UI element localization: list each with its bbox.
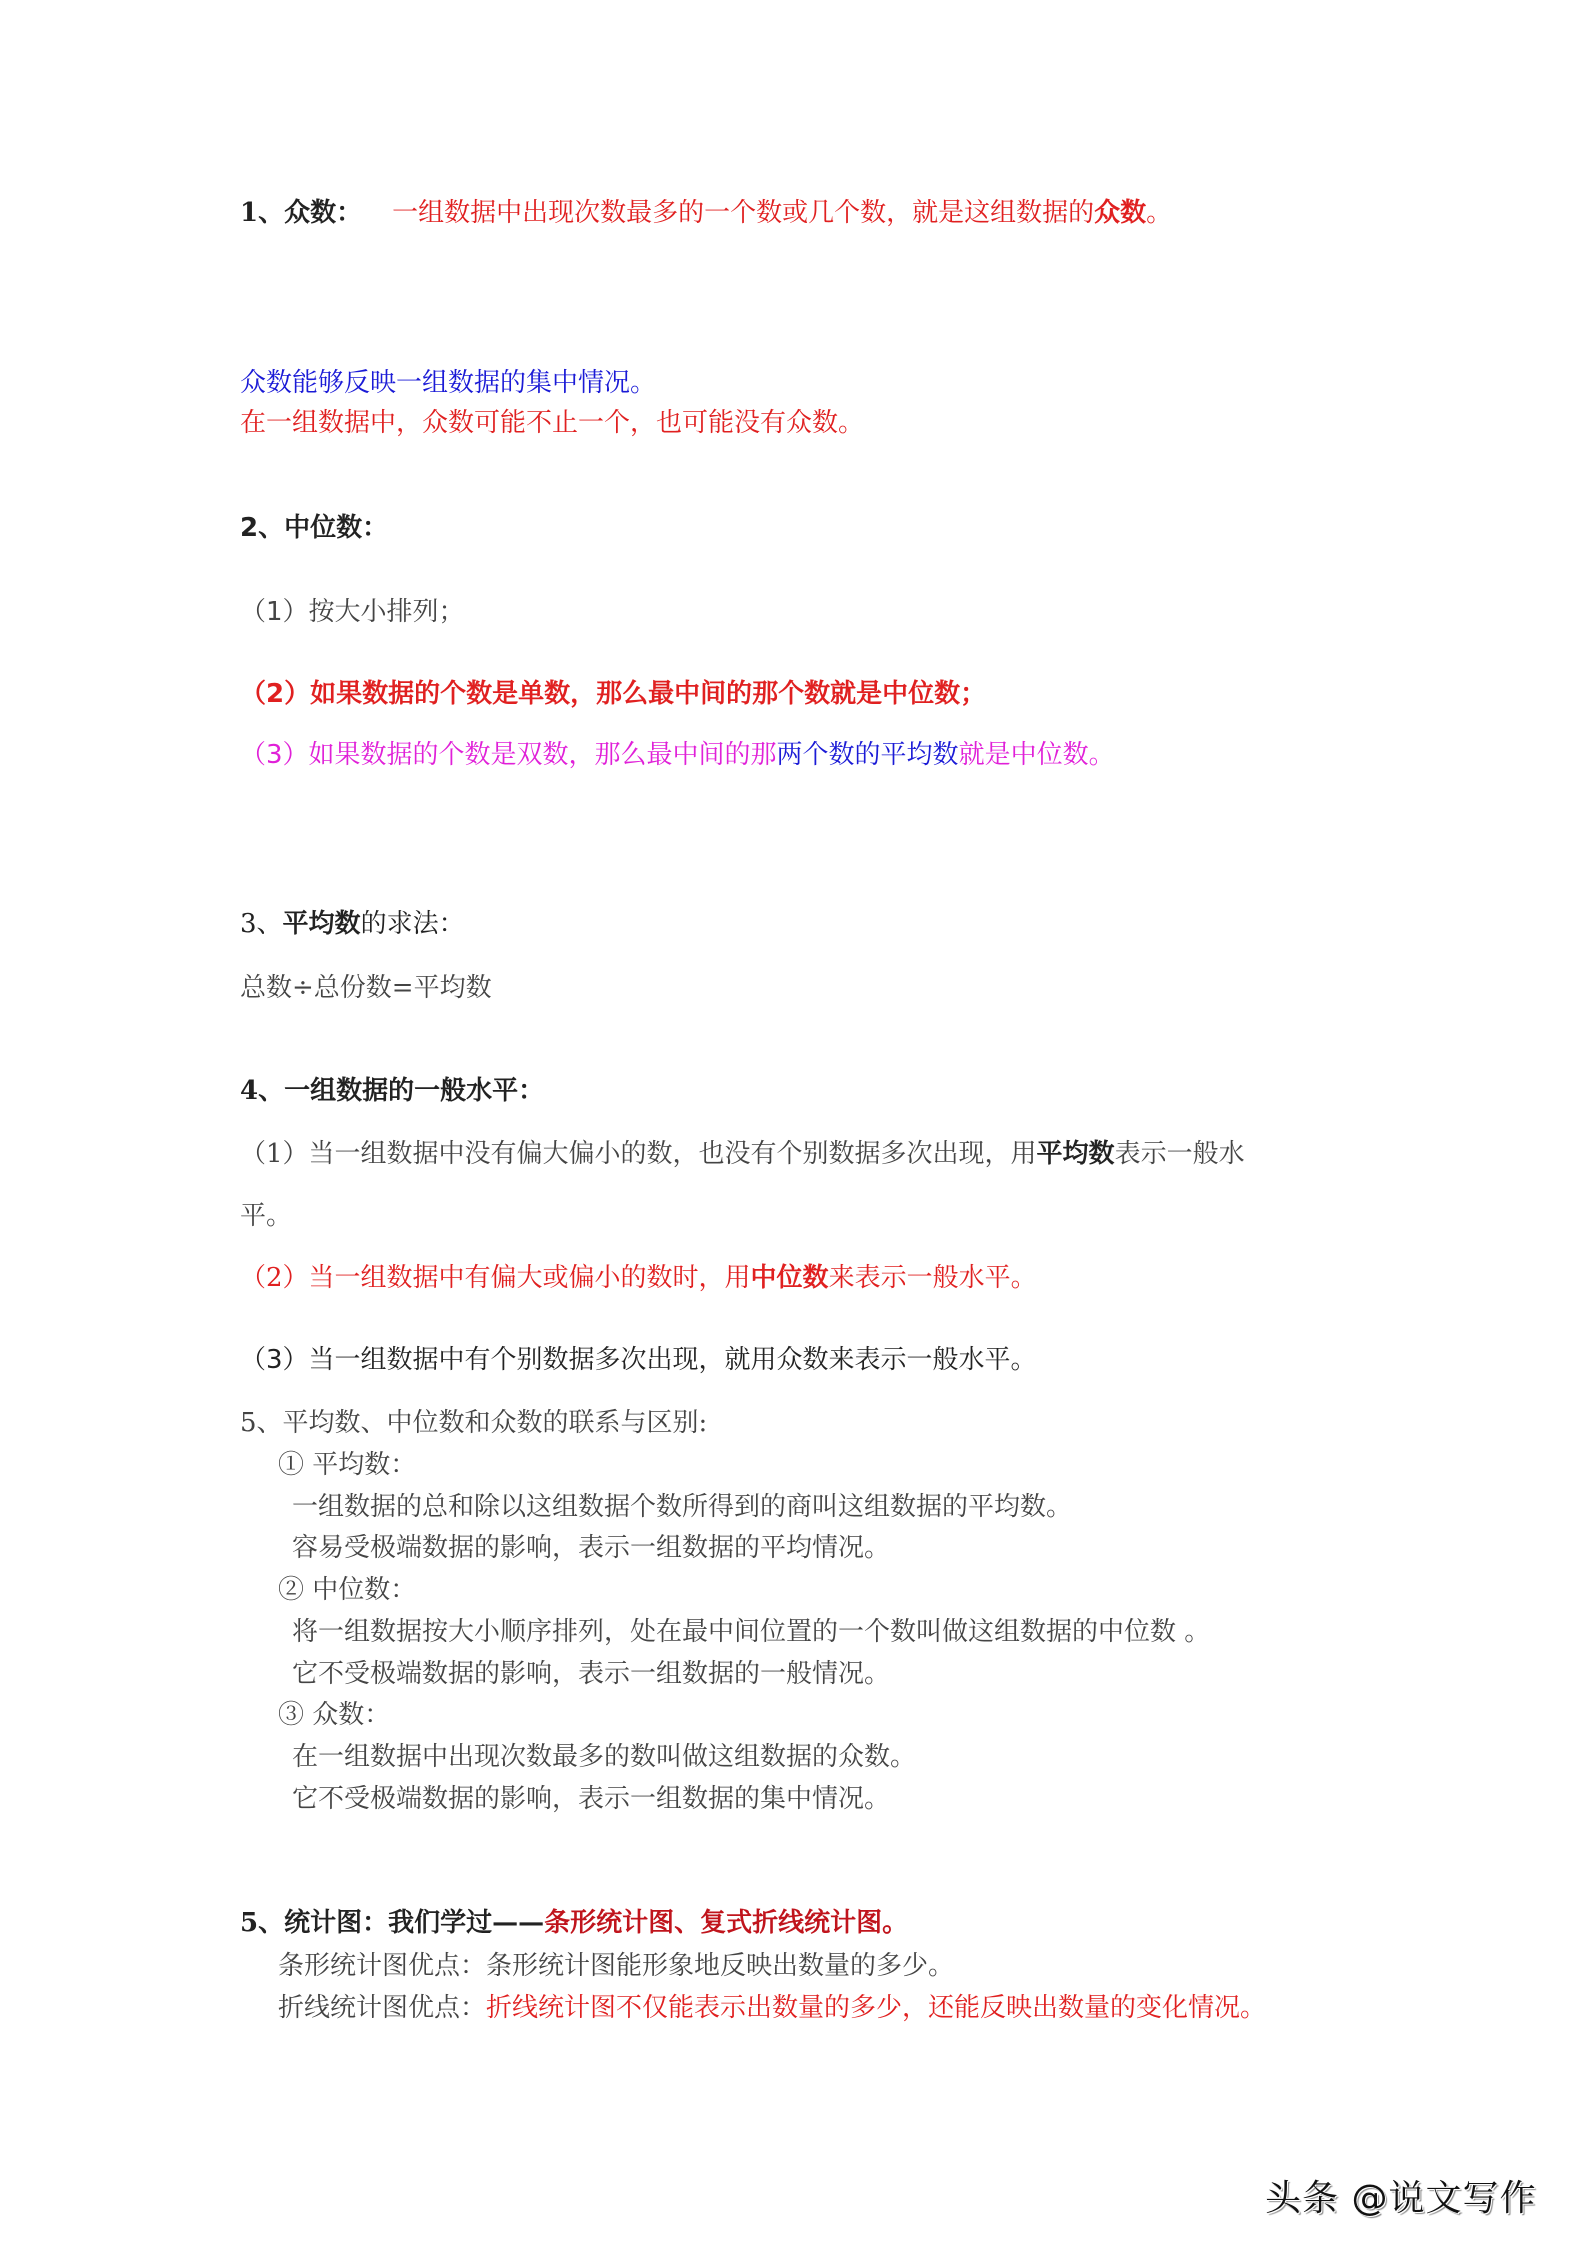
section4-item1-term: 平均数 [1036,1139,1115,1169]
section5-item2-line2: 它不受极端数据的影响，表示一组数据的一般情况。 [292,1659,891,1689]
section2-heading: 2、中位数： [240,513,389,543]
section4-item1-part-a: （1）当一组数据中没有偏大偏小的数，也没有个别数据多次出现，用 [240,1139,1037,1169]
section1-note-red: 在一组数据中，众数可能不止一个，也可能没有众数。 [240,408,865,438]
section6-line-chart-advantage [278,1990,1266,2026]
section5-item3-label: ③ 众数： [278,1700,391,1730]
section6-line-text: 折线统计图不仅能表示出数量的多少，还能反映出数量的变化情况。 [486,1993,1267,2023]
section4-item1-wrap: 平。 [240,1201,293,1231]
section5-item1-line2: 容易受极端数据的影响，表示一组数据的平均情况。 [292,1533,891,1563]
section4-item3: （3）当一组数据中有个别数据多次出现，就用众数来表示一般水平。 [240,1345,1037,1375]
section4-item2 [240,1260,1037,1296]
section1-title: 众数： [284,198,363,228]
section5-item1-label: ① 平均数： [278,1450,417,1480]
section6-heading-part-b: 条形统计图、复式折线统计图。 [544,1908,909,1938]
section2-step3-part-b: 两个数的平均数 [776,740,959,770]
section6-bar-label: 条形统计图优点： [278,1951,487,1981]
section1-heading-line [240,195,1172,231]
section6-bar-text: 条形统计图能形象地反映出数量的多少。 [486,1951,955,1981]
section2-step3-part-a: （3）如果数据的个数是双数，那么最中间的那 [240,740,777,770]
section3-heading [240,906,465,942]
section2-step3 [240,737,1115,773]
section1-period: 。 [1146,198,1173,228]
section3-term: 平均数 [282,909,361,939]
section6-bar-chart-advantage [278,1948,954,1984]
section3-rest: 的求法： [360,909,465,939]
watermark: 头条 @说文写作 [1265,2178,1537,2219]
section4-item1 [240,1136,1245,1172]
section5-item1-line1: 一组数据的总和除以这组数据个数所得到的商叫这组数据的平均数。 [292,1492,1073,1522]
section1-note-blue: 众数能够反映一组数据的集中情况。 [240,368,657,398]
section4-item2-term: 中位数 [750,1263,829,1293]
section5-heading: 5、平均数、中位数和众数的联系与区别: [240,1408,708,1438]
section4-item2-part-a: （2）当一组数据中有偏大或偏小的数时，用 [240,1263,751,1293]
section5-item2-line1: 将一组数据按大小顺序排列，处在最中间位置的一个数叫做这组数据的中位数 。 [292,1617,1211,1647]
section5-item2-label: ② 中位数： [278,1575,417,1605]
section4-item1-part-b: 表示一般水 [1114,1139,1245,1169]
section1-definition: 一组数据中出现次数最多的一个数或几个数，就是这组数据的 [392,198,1095,228]
section4-heading: 4、一组数据的一般水平： [240,1076,545,1106]
section5-item3-line2: 它不受极端数据的影响，表示一组数据的集中情况。 [292,1784,891,1814]
section6-heading-part-a: 5、统计图：我们学过—— [240,1908,545,1938]
section1-term: 众数 [1094,198,1147,228]
section1-number: 1、 [240,198,285,228]
section5-item3-line1: 在一组数据中出现次数最多的数叫做这组数据的众数。 [292,1742,917,1772]
section2-step2: （2）如果数据的个数是单数，那么最中间的那个数就是中位数； [240,679,987,709]
section6-heading [240,1905,908,1941]
section2-step1: （1）按大小排列； [240,597,465,627]
section4-item2-part-b: 来表示一般水平。 [828,1263,1037,1293]
section6-line-label: 折线统计图优点： [278,1993,487,2023]
section3-number: 3、 [240,909,283,939]
section3-formula: 总数÷总份数=平均数 [240,973,492,1003]
section2-step3-part-c: 就是中位数。 [958,740,1115,770]
